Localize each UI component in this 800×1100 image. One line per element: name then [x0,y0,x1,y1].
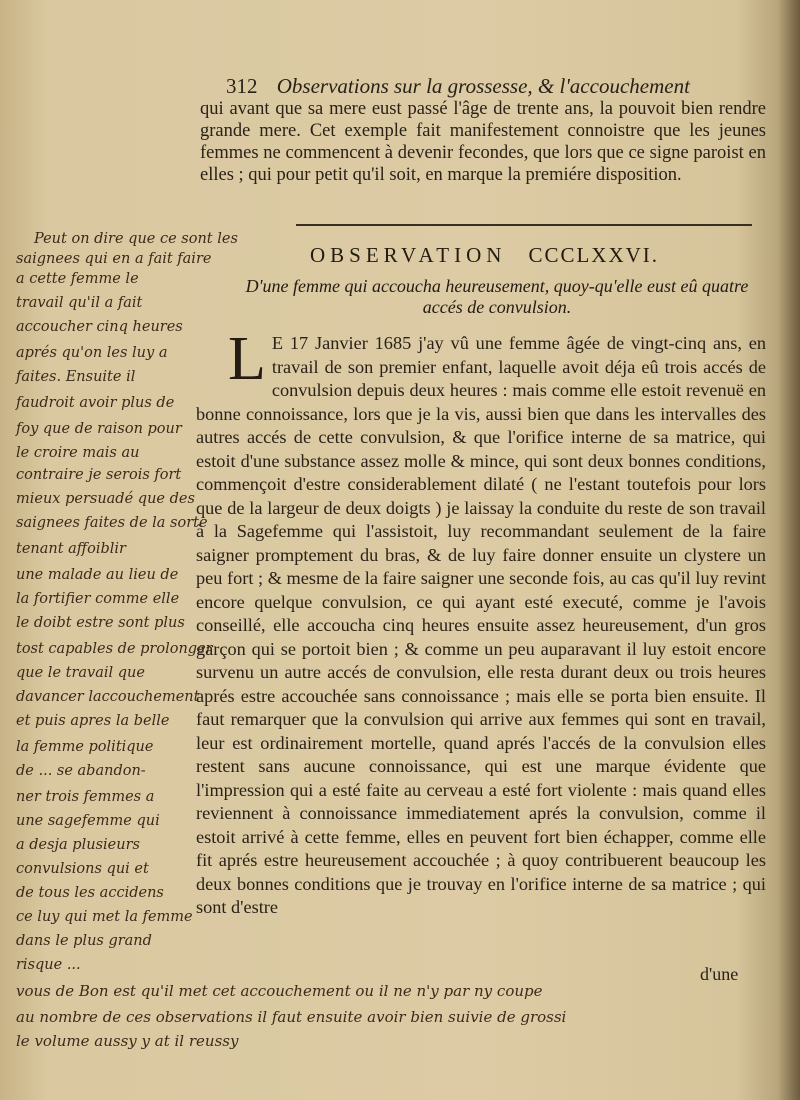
margin-note: davancer laccouchement [16,689,200,705]
margin-note-bottom: vous de Bon est qu'il met cet accouchement ou il ne n'y par ny coupe [16,982,543,1000]
catchword: d'une [700,964,739,984]
margin-note: tenant affoiblir [16,541,126,557]
margin-note: saignees faites de la sorte [16,515,208,531]
margin-note: de tous les accidens [16,885,164,901]
margin-note: a cette femme le [16,271,139,287]
body-text: E 17 Janvier 1685 j'ay vû une femme âgée de vingt-cinq ans, en travail de son premier enfant, laquelle avoit déja eû trois accés de convulsion depuis deux heures : mais comme elle estoit revenuë en bonne connoissance, lors que je la vis, aussi bien que dans les intervalles des autres accés de cette convulsion, & que l'orifice interne de sa matrice, qui estoit d'une substance assez molle & mince, qui sont deux bonnes conditions, commençoit d'estre considerablement dilaté ( ne l'estant toutefois pour lors que de la largeur de deux doigts ) je laissay la conduite du reste de son travail à la Sagefemme qui l'assistoit, luy recommandant seulement de la faire saigner promptement du bras, & de luy faire donner ensuite un clystere un peu fort ; & mesme de la faire saigner une seconde fois, au cas qu'il luy revint encore quelque convulsion, ce qui ayant esté executé, comme je l'avois conseillé, elle accoucha cinq heures ensuite assez heureusement, d'un gros garçon qui se portoit bien ; & comme un peu auparavant il luy estoit encore survenu un autre accés de convulsion, elle resta durant deux ou trois heures aprés estre accouchée sans connoissance ; mais elle se porta bien ensuite. Il faut remarquer que la convulsion qui arrive aux femmes qui sont en travail, leur est ordinairement mortelle, quand aprés l'accés de la convulsion elles restent sans aucune connoissance, qui est une marque évidente que l'impression qui a esté faite au cerveau a esté fort violente : mais quand elles reviennent à connoissance immediatement aprés la convulsion, comme il estoit arrivé à cette femme, elles en peuvent fort bien échapper, comme elle fit aprés estre heureusement accouchée ; à quoy contribuerent beaucoup les deux bonnes conditions que je trouvay en l'orifice interne de sa matrice ; qui sont d'estre [196,333,766,917]
margin-note: la fortifier comme elle [16,591,180,607]
margin-note: contraire je serois fort [16,467,182,483]
margin-note: Peut on dire que ce sont les [34,231,238,247]
margin-note: le croire mais au [16,445,140,461]
page-number: 312 [226,74,258,98]
margin-note: de ... se abandon- [16,763,146,779]
observation-body [196,325,766,920]
margin-note: ce luy qui met la femme [16,909,193,925]
margin-note: convulsions qui et [16,861,149,877]
margin-note: que le travail que [16,665,145,681]
margin-note: foy que de raison pour [16,421,182,437]
margin-note-bottom: au nombre de ces observations il faut ensuite avoir bien suivie de grossi [16,1008,567,1026]
margin-note: le doibt estre sont plus [16,615,185,631]
margin-note: une sagefemme qui [16,813,160,829]
margin-note: saignees qui en a fait faire [16,251,212,267]
margin-note-bottom: le volume aussy y at il reussy [16,1032,239,1050]
margin-note: tost capables de prolonger [16,641,213,657]
observation-heading [310,243,770,268]
observation-subtitle: D'une femme qui accoucha heureusement, quoy-qu'elle eust eû quatre accés de convulsion. [245,276,749,317]
observation-number: CCCLXXVI. [528,243,660,267]
running-title: Observations sur la grossesse, & l'accouchement [276,74,690,98]
margin-note: mieux persuadé que des [16,491,195,507]
observation-label: OBSERVATION [310,243,507,267]
section-rule [296,224,752,226]
margin-note: accoucher cinq heures [16,319,183,335]
margin-note: a desja plusieurs [16,837,140,853]
margin-note: aprés qu'on les luy a [16,345,168,361]
continued-paragraph: qui avant que sa mere eust passé l'âge de trente ans, la pouvoit bien rendre grande mere. Cet exemple fait manifestement connoistre que les jeunes femmes ne commencent à devenir fecondes, que lors que ce signe paroist en elles ; qui pour petit qu'il soit, en marque la premiére disposition. [200,99,766,185]
margin-note: faudroit avoir plus de [16,395,175,411]
margin-note: travail qu'il a fait [16,295,143,311]
margin-note: la femme politique [16,739,154,755]
page-spine-shadow [778,0,800,1100]
margin-note: dans le plus grand [16,933,152,949]
margin-note: une malade au lieu de [16,567,179,583]
margin-note: ner trois femmes a [16,789,155,805]
margin-note: et puis apres la belle [16,713,170,729]
drop-cap: L [228,325,266,393]
running-head [226,74,766,99]
margin-note: risque ... [16,957,81,973]
margin-note: faites. Ensuite il [16,369,136,385]
